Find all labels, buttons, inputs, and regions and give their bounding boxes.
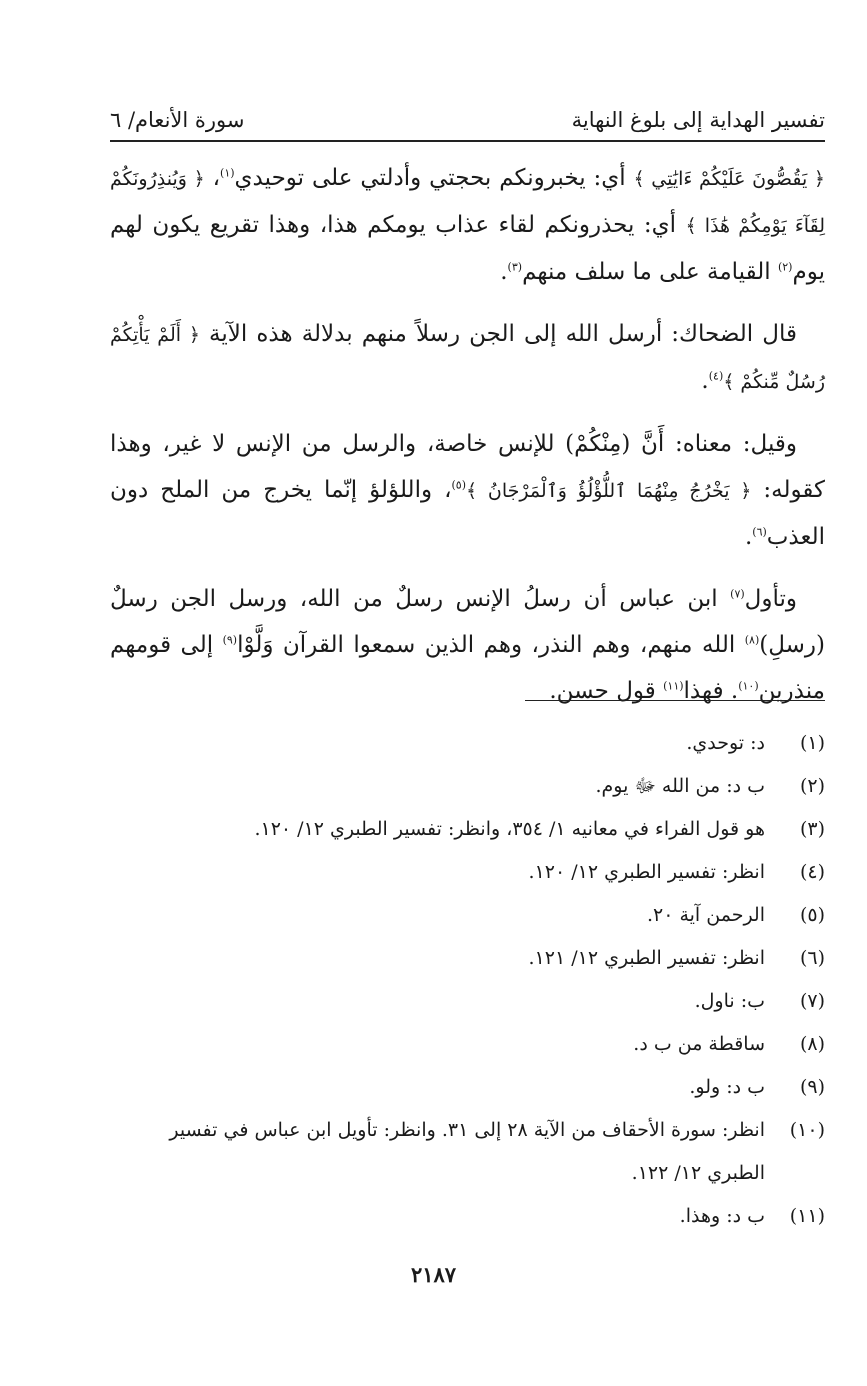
footnote-text: انظر: سورة الأحقاف من الآية ٢٨ إلى ٣١. وانظر: تأويل ابن عباس في تفسير الطبري ١٢/ ١٢٢. [169, 1119, 765, 1184]
text-run: إلى قومهم منذرين [110, 632, 825, 704]
footnote-item [110, 1195, 825, 1238]
footnote-ref: (٢) [777, 260, 793, 274]
text-run: ، واللؤلؤ إنّما يخرج من الملح دون العذب [110, 477, 825, 550]
footnote-number: (١١) [789, 1205, 825, 1227]
footnote-item [110, 722, 825, 765]
footnote-ref: (٧) [730, 587, 745, 601]
footnote-item [110, 894, 825, 937]
paragraph-3 [110, 421, 825, 560]
footnote-text: ب د: من الله ﷻ يوم. [595, 775, 765, 797]
text-run: أي: يخبرونكم بحجتي وأدلتي على توحيدي [234, 165, 634, 191]
footnote-text: ب د: ولو. [689, 1076, 765, 1098]
footnote-number: (٣) [799, 818, 825, 840]
footnote-text: انظر: تفسير الطبري ١٢/ ١٢١. [528, 947, 765, 969]
footnote-text: الرحمن آية ٢٠. [646, 904, 765, 926]
quran-quote: ﴿ يَخْرُجُ مِنْهُمَا ٱللُّؤْلُؤُ وَٱلْمَرْجَانُ ﴾ [466, 480, 752, 502]
text-run: . [500, 259, 508, 285]
text-run: ، [204, 165, 221, 191]
footnote-ref: (٤) [708, 369, 724, 383]
paragraph-1 [110, 155, 825, 295]
text-run: قال الضحاك: أرسل الله إلى الجن رسلاً منهم بدلالة هذه الآية [199, 321, 797, 347]
footnote-item [110, 765, 825, 808]
footnote-text: انظر: تفسير الطبري ١٢/ ١٢٠. [528, 861, 765, 883]
footnote-text: د: توحدي. [686, 732, 765, 754]
footnote-ref: (١١) [663, 679, 684, 693]
paragraph-2 [110, 311, 825, 405]
text-run: أي: يحذرونكم لقاء عذاب يومكم هذا، وهذا تقريع يكون لهم يوم [110, 212, 825, 285]
footnote-text: ب: ناول. [694, 990, 765, 1012]
footnote-number: (٧) [799, 990, 825, 1012]
text-run: وقيل: معناه: أَنَّ (مِنْكُمْ) للإنس خاصة، والرسل من الإنس لا غير، وهذا كقوله: [110, 431, 825, 503]
text-run: قول حسن. [549, 678, 664, 704]
footnote-ref: (١٠) [738, 679, 759, 693]
footnote-item [110, 808, 825, 851]
footnote-number: (٥) [799, 904, 825, 926]
quran-quote: ﴿ أَلَمْ يَأْتِكُمْ رُسُلٌ مِّنكُمْ ﴾ [110, 324, 825, 393]
page-number: ٢١٨٧ [410, 1262, 457, 1287]
footnote-item [110, 1023, 825, 1066]
footnote-number: (١٠) [789, 1119, 825, 1141]
footnote-ref: (٩) [222, 633, 238, 647]
footnotes [110, 722, 825, 1238]
text-run: . [744, 524, 753, 550]
footnote-number: (٨) [799, 1033, 825, 1055]
footnote-item [110, 1109, 825, 1195]
book-title: تفسير الهداية إلى بلوغ النهاية [571, 108, 825, 132]
paragraph-4 [110, 576, 825, 714]
quran-quote: ﴿ يَقُصُّونَ عَلَيْكُمْ ءَايَٰتِي ﴾ [633, 168, 825, 190]
footnote-number: (٢) [799, 775, 825, 797]
footnote-item [110, 980, 825, 1023]
footnote-number: (٩) [799, 1076, 825, 1098]
text-run: وتأول [744, 586, 797, 612]
footnote-item [110, 937, 825, 980]
footnote-ref: (٦) [752, 525, 767, 539]
text-run: القيامة على ما سلف منهم [522, 259, 778, 285]
quran-quote: ﴿ وَيُنذِرُونَكُمْ لِقَآءَ يَوْمِكُمْ هَٰذَا ﴾ [110, 168, 825, 237]
text-run: ابن عباس أن رسلُ الإنس رسلٌ من الله، ورسل الجن رسلٌ (رسلِ) [110, 586, 825, 658]
footnote-text: ب د: وهذا. [679, 1205, 765, 1227]
footnote-text: هو قول الفراء في معانيه ١/ ٣٥٤، وانظر: تفسير الطبري ١٢/ ١٢٠. [254, 818, 765, 840]
footnote-separator [525, 700, 825, 701]
footnote-number: (٤) [799, 861, 825, 883]
text-run: الله منهم، وهم النذر، وهم الذين سمعوا القرآن وَلَّوْا [237, 632, 745, 658]
text-run: . [701, 368, 709, 394]
text-run: . فهذا [683, 678, 739, 704]
footnote-item [110, 1066, 825, 1109]
running-header [110, 106, 825, 142]
footnote-ref: (٣) [507, 260, 523, 274]
main-text [110, 155, 825, 730]
surah-label: سورة الأنعام/ ٦ [110, 108, 245, 132]
footnote-text: ساقطة من ب د. [633, 1033, 765, 1055]
footnote-ref: (٥) [451, 478, 467, 492]
footnote-ref: (١) [220, 166, 235, 180]
footnote-ref: (٨) [744, 633, 760, 647]
footnote-item [110, 851, 825, 894]
footnote-number: (١) [799, 732, 825, 754]
footnote-number: (٦) [799, 947, 825, 969]
